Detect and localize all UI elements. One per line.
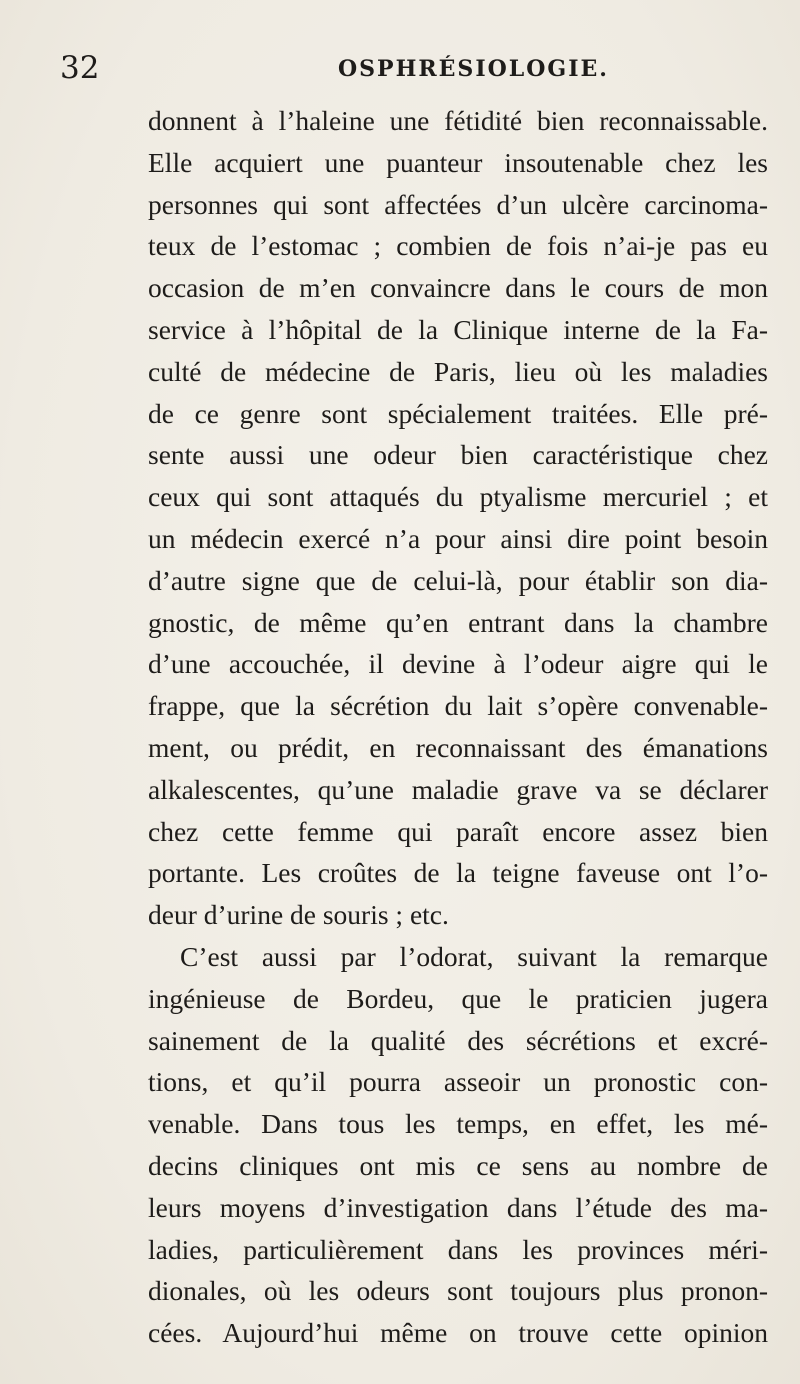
text-line: ment, ou prédit, en reconnaissant des émanations (148, 731, 768, 763)
text-line: frappe, que la sécrétion du lait s’opère convenable- (148, 690, 768, 722)
text-line: d’autre signe que de celui-là, pour établir son dia- (148, 564, 768, 596)
text-line: personnes qui sont affectées d’un ulcère carcinoma- (148, 188, 768, 220)
text-line: service à l’hôpital de la Clinique interne de la Fa- (148, 313, 768, 345)
body-text (148, 100, 768, 1354)
text-line: de ce genre sont spécialement traitées. Elle pré- (148, 397, 768, 429)
text-line: un médecin exercé n’a pour ainsi dire point besoin (148, 522, 768, 554)
text-line: portante. Les croûtes de la teigne faveuse ont l’o- (148, 857, 768, 889)
text-line: leurs moyens d’investigation dans l’étude des ma- (148, 1191, 768, 1223)
text-line: chez cette femme qui paraît encore assez bien (148, 815, 768, 847)
text-line: cées. Aujourd’hui même on trouve cette opinion (148, 1317, 768, 1349)
text-line: dionales, où les odeurs sont toujours plus pronon- (148, 1275, 768, 1307)
text-line: C’est aussi par l’odorat, suivant la remarque (180, 940, 768, 972)
text-line: venable. Dans tous les temps, en effet, les mé- (148, 1108, 768, 1140)
text-line: tions, et qu’il pourra asseoir un pronostic con- (148, 1066, 768, 1098)
text-line: ingénieuse de Bordeu, que le praticien jugera (148, 982, 768, 1014)
text-line: teux de l’estomac ; combien de fois n’ai-je pas eu (148, 230, 768, 262)
text-line: deur d’urine de souris ; etc. (148, 899, 449, 931)
text-line: Elle acquiert une puanteur insoutenable chez les (148, 146, 768, 178)
page-number: 32 (60, 50, 100, 86)
text-line: donnent à l’haleine une fétidité bien reconnaissable. (148, 105, 768, 136)
text-line: ladies, particulièrement dans les provinces méri- (148, 1233, 768, 1265)
page-header (60, 48, 750, 88)
text-line: ceux qui sont attaqués du ptyalisme mercuriel ; et (148, 481, 768, 513)
running-title: OSPHRÉSIOLOGIE. (338, 56, 609, 82)
text-line: d’une accouchée, il devine à l’odeur aigre qui le (148, 648, 768, 680)
text-line: alkalescentes, qu’une maladie grave va se déclarer (148, 773, 768, 805)
text-line: gnostic, de même qu’en entrant dans la chambre (148, 606, 768, 638)
text-line: sainement de la qualité des sécrétions et excré- (148, 1024, 768, 1056)
text-line: sente aussi une odeur bien caractéristique chez (148, 439, 768, 471)
text-line: culté de médecine de Paris, lieu où les maladies (148, 355, 768, 387)
text-line: decins cliniques ont mis ce sens au nombre de (148, 1149, 768, 1181)
text-line: occasion de m’en convaincre dans le cours de mon (148, 272, 768, 304)
